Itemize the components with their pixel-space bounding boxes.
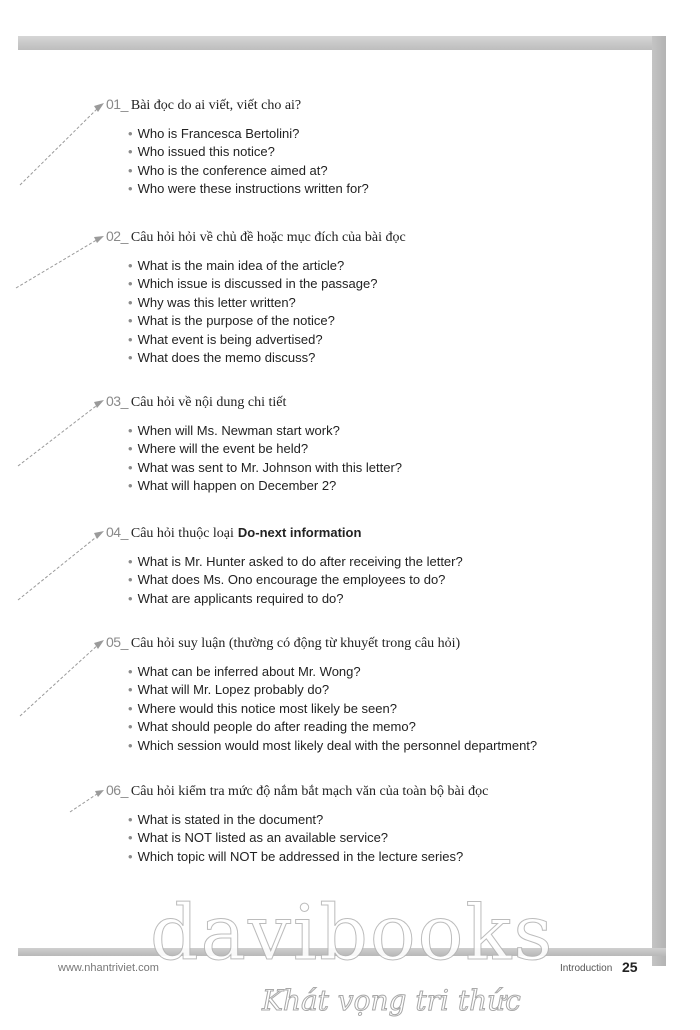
section-title-bold: Do-next information <box>237 525 362 540</box>
question-item: • What is stated in the document? <box>128 811 626 829</box>
question-item: • Who issued this notice? <box>128 143 626 161</box>
arrow-head-06 <box>95 790 104 797</box>
question-item: • Why was this letter written? <box>128 294 626 312</box>
question-item: • Which issue is discussed in the passage? <box>128 275 626 293</box>
question-item: • What will happen on December 2? <box>128 477 626 495</box>
section-title: Câu hỏi kiểm tra mức độ nắm bắt mạch văn của toàn bộ bài đọc <box>130 784 489 799</box>
question-item: • What does Ms. Ono encourage the employees to do? <box>128 571 626 589</box>
section-heading <box>106 782 626 802</box>
question-item: • Who is the conference aimed at? <box>128 162 626 180</box>
question-item: • What is Mr. Hunter asked to do after receiving the letter? <box>128 553 626 571</box>
section-number: 05_ <box>106 634 128 650</box>
arrow-head-02 <box>94 236 104 243</box>
section-02 <box>106 228 626 367</box>
question-item: • What was sent to Mr. Johnson with this letter? <box>128 459 626 477</box>
arrow-head-03 <box>94 400 104 408</box>
arrow-head-01 <box>94 103 104 112</box>
arrow-line-06 <box>70 792 100 812</box>
question-item: • Which session would most likely deal with the personnel department? <box>128 737 626 755</box>
section-05 <box>106 634 626 755</box>
section-title: Câu hỏi về nội dung chi tiết <box>130 395 287 410</box>
question-list <box>128 811 626 866</box>
question-list <box>128 422 626 496</box>
page-number: 25 <box>622 959 638 975</box>
arrow-line-01 <box>20 106 100 185</box>
question-item: • What event is being advertised? <box>128 331 626 349</box>
question-item: • What will Mr. Lopez probably do? <box>128 681 626 699</box>
section-03 <box>106 393 626 496</box>
question-item: • Who is Francesca Bertolini? <box>128 125 626 143</box>
question-item: • What are applicants required to do? <box>128 590 626 608</box>
arrow-line-04 <box>18 534 100 600</box>
footer-section-label: Introduction <box>560 963 613 974</box>
section-heading <box>106 634 626 654</box>
arrow-head-04 <box>94 531 104 539</box>
section-title: Câu hỏi thuộc loại <box>130 526 234 541</box>
watermark-brand: davibooks <box>150 888 555 977</box>
watermark-tagline: Khát vọng tri thức <box>262 984 521 1017</box>
top-border-band <box>18 36 666 50</box>
question-item: • What is the purpose of the notice? <box>128 312 626 330</box>
section-number: 04_ <box>106 524 128 540</box>
question-item: • What can be inferred about Mr. Wong? <box>128 663 626 681</box>
section-01 <box>106 96 626 199</box>
section-heading <box>106 524 626 544</box>
section-number: 03_ <box>106 393 128 409</box>
section-number: 02_ <box>106 228 128 244</box>
section-04 <box>106 524 626 608</box>
question-list <box>128 257 626 367</box>
question-item: • When will Ms. Newman start work? <box>128 422 626 440</box>
arrow-line-02 <box>16 238 100 288</box>
section-title: Câu hỏi suy luận (thường có động từ khuyết trong câu hỏi) <box>130 636 461 651</box>
arrow-line-05 <box>20 643 100 716</box>
question-item: • Which topic will NOT be addressed in the lecture series? <box>128 848 626 866</box>
question-item: • Where would this notice most likely be seen? <box>128 700 626 718</box>
section-title: Bài đọc do ai viết, viết cho ai? <box>130 98 302 113</box>
arrow-head-05 <box>94 640 104 649</box>
section-06 <box>106 782 626 866</box>
right-border-band <box>652 36 666 966</box>
footer-url: www.nhantriviet.com <box>58 962 159 974</box>
section-heading <box>106 228 626 248</box>
question-item: • What should people do after reading the memo? <box>128 718 626 736</box>
arrow-line-03 <box>18 403 100 466</box>
question-list <box>128 125 626 199</box>
question-list <box>128 663 626 755</box>
question-item: • What is NOT listed as an available service? <box>128 829 626 847</box>
section-title: Câu hỏi hỏi về chủ đề hoặc mục đích của bài đọc <box>130 230 406 245</box>
question-item: • What does the memo discuss? <box>128 349 626 367</box>
question-item: • Where will the event be held? <box>128 440 626 458</box>
question-item: • Who were these instructions written for? <box>128 180 626 198</box>
section-heading <box>106 96 626 116</box>
section-number: 06_ <box>106 782 128 798</box>
question-item: • What is the main idea of the article? <box>128 257 626 275</box>
question-list <box>128 553 626 608</box>
section-heading <box>106 393 626 413</box>
section-number: 01_ <box>106 96 128 112</box>
